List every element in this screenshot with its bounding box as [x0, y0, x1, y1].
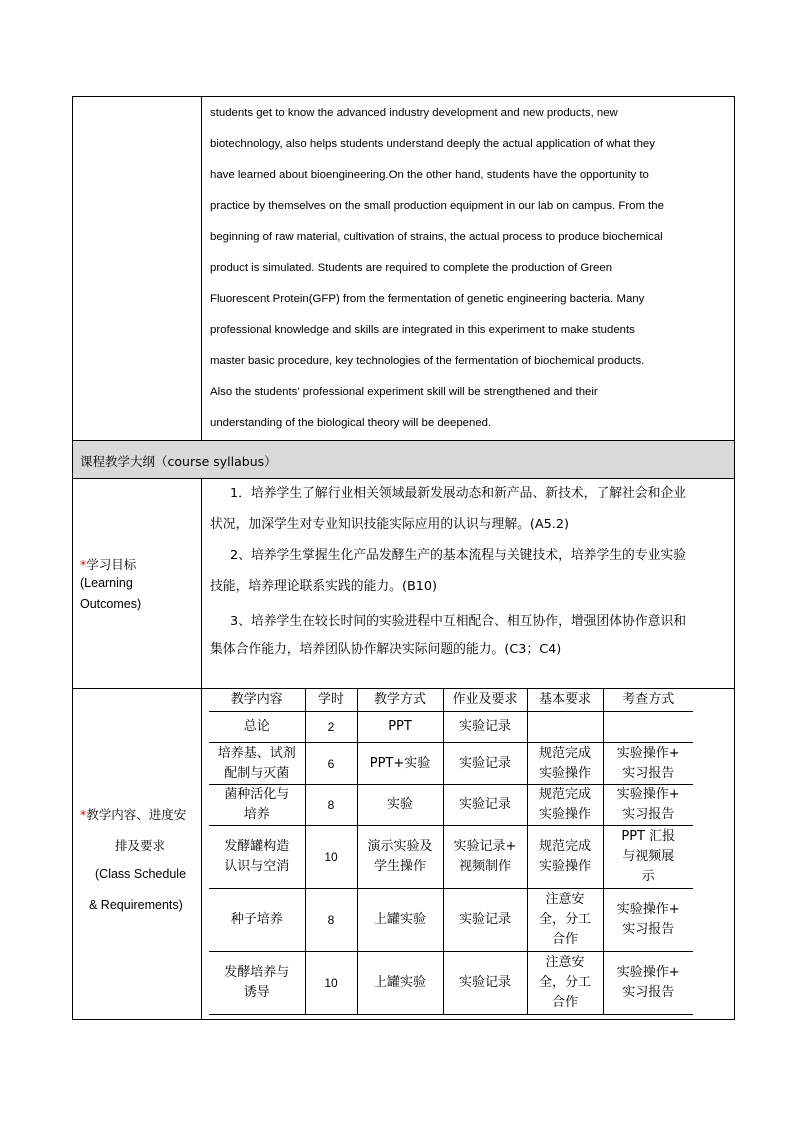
schedule-row: [209, 785, 693, 826]
header-method: 教学方式: [357, 689, 443, 712]
cell-content: 菌种活化与 培养: [209, 785, 305, 826]
cell-method: 实验: [357, 785, 443, 826]
cell-homework: 实验记录: [443, 952, 527, 1015]
cell-content: 培养基、试剂 配制与灭菌: [209, 743, 305, 785]
intro-line: understanding of the biological theory will be deepened.: [210, 417, 492, 429]
cell-method: PPT: [357, 712, 443, 743]
cell-assessment: 实验操作+ 实习报告: [603, 889, 693, 952]
row-divider: [72, 478, 735, 479]
schedule-header-row: [209, 689, 693, 712]
cell-hours: 8: [305, 785, 357, 826]
learning-outcomes-en-1: (Learning: [80, 576, 133, 590]
cell-basic-req: [527, 712, 603, 743]
outcome-line: 2、培养学生掌握生化产品发酵生产的基本流程与关键技术，培养学生的专业实验: [230, 548, 687, 563]
cell-content: 发酵罐构造 认识与空消: [209, 826, 305, 889]
intro-line: Fluorescent Protein(GFP) from the fermentation of genetic engineering bacteria. Many: [210, 293, 645, 305]
column-divider: [201, 478, 202, 1020]
intro-line: biotechnology, also helps students understand deeply the actual application of what they: [210, 138, 655, 150]
cell-assessment: PPT 汇报 与视频展 示: [603, 826, 693, 889]
cell-homework: 实验记录: [443, 743, 527, 785]
cell-method: 上罐实验: [357, 952, 443, 1015]
cell-hours: 2: [305, 712, 357, 743]
schedule-label: [80, 805, 186, 823]
intro-line: have learned about bioengineering.On the other hand, students have the opportunity to: [210, 169, 649, 181]
schedule-table: [209, 689, 693, 1015]
schedule-label-en-2: & Requirements): [89, 898, 183, 912]
cell-hours: 10: [305, 826, 357, 889]
schedule-row: [209, 889, 693, 952]
cell-method: 演示实验及 学生操作: [357, 826, 443, 889]
cell-hours: 10: [305, 952, 357, 1015]
schedule-row: [209, 826, 693, 889]
schedule-row: [209, 743, 693, 785]
outcome-line: 技能，培养理论联系实践的能力。(B10): [210, 579, 438, 594]
header-hours: 学时: [305, 689, 357, 712]
schedule-label-en-1: (Class Schedule: [95, 867, 187, 881]
cell-content: 种子培养: [209, 889, 305, 952]
cell-homework: 实验记录: [443, 889, 527, 952]
cell-assessment: 实验操作+ 实习报告: [603, 785, 693, 826]
intro-line: master basic procedure, key technologies of the fermentation of biochemical products.: [210, 355, 645, 367]
learning-outcomes-label: [80, 555, 136, 573]
cell-basic-req: 规范完成 实验操作: [527, 785, 603, 826]
cell-content: 总论: [209, 712, 305, 743]
cell-hours: 8: [305, 889, 357, 952]
cell-assessment: 实验操作+ 实习报告: [603, 952, 693, 1015]
learning-outcomes-cn: 学习目标: [86, 557, 137, 572]
syllabus-header: 课程教学大纲（course syllabus）: [80, 454, 277, 469]
outcome-line: 1．培养学生了解行业相关领域最新发展动态和新产品、新技术，了解社会和企业: [230, 486, 687, 501]
schedule-label-cn-1: 教学内容、进度安: [86, 807, 187, 822]
cell-basic-req: 规范完成 实验操作: [527, 743, 603, 785]
cell-homework: 实验记录+ 视频制作: [443, 826, 527, 889]
cell-basic-req: 注意安 全，分工 合作: [527, 952, 603, 1015]
header-assessment: 考查方式: [603, 689, 693, 712]
header-content: 教学内容: [209, 689, 305, 712]
outcome-line: 集体合作能力，培养团队协作解决实际问题的能力。(C3；C4): [210, 642, 562, 657]
schedule-row: [209, 952, 693, 1015]
header-homework: 作业及要求: [443, 689, 527, 712]
column-divider: [201, 96, 202, 440]
cell-assessment: [603, 712, 693, 743]
cell-basic-req: 注意安 全，分工 合作: [527, 889, 603, 952]
cell-assessment: 实验操作+ 实习报告: [603, 743, 693, 785]
header-basic-req: 基本要求: [527, 689, 603, 712]
cell-basic-req: 规范完成 实验操作: [527, 826, 603, 889]
learning-outcomes-en-2: Outcomes): [80, 597, 142, 611]
intro-line: Also the students’ professional experiment skill will be strengthened and their: [210, 386, 598, 398]
required-star: *: [80, 557, 87, 572]
intro-line: product is simulated. Students are required to complete the production of Green: [210, 262, 613, 274]
required-star: *: [80, 807, 87, 822]
cell-content: 发酵培养与 诱导: [209, 952, 305, 1015]
cell-homework: 实验记录: [443, 785, 527, 826]
intro-line: beginning of raw material, cultivation of strains, the actual process to produce biochemical: [210, 231, 663, 243]
intro-line: professional knowledge and skills are integrated in this experiment to make students: [210, 324, 635, 336]
intro-line: students get to know the advanced industry development and new products, new: [210, 107, 618, 119]
outcome-line: 状况，加深学生对专业知识技能实际应用的认识与理解。(A5.2): [210, 517, 570, 532]
intro-line: practice by themselves on the small production equipment in our lab on campus. From the: [210, 200, 664, 212]
schedule-label-cn-2: 排及要求: [115, 838, 166, 853]
cell-method: PPT+实验: [357, 743, 443, 785]
outcome-line: 3、培养学生在较长时间的实验进程中互相配合、相互协作，增强团体协作意识和: [230, 614, 687, 629]
schedule-row: [209, 712, 693, 743]
cell-homework: 实验记录: [443, 712, 527, 743]
cell-method: 上罐实验: [357, 889, 443, 952]
cell-hours: 6: [305, 743, 357, 785]
